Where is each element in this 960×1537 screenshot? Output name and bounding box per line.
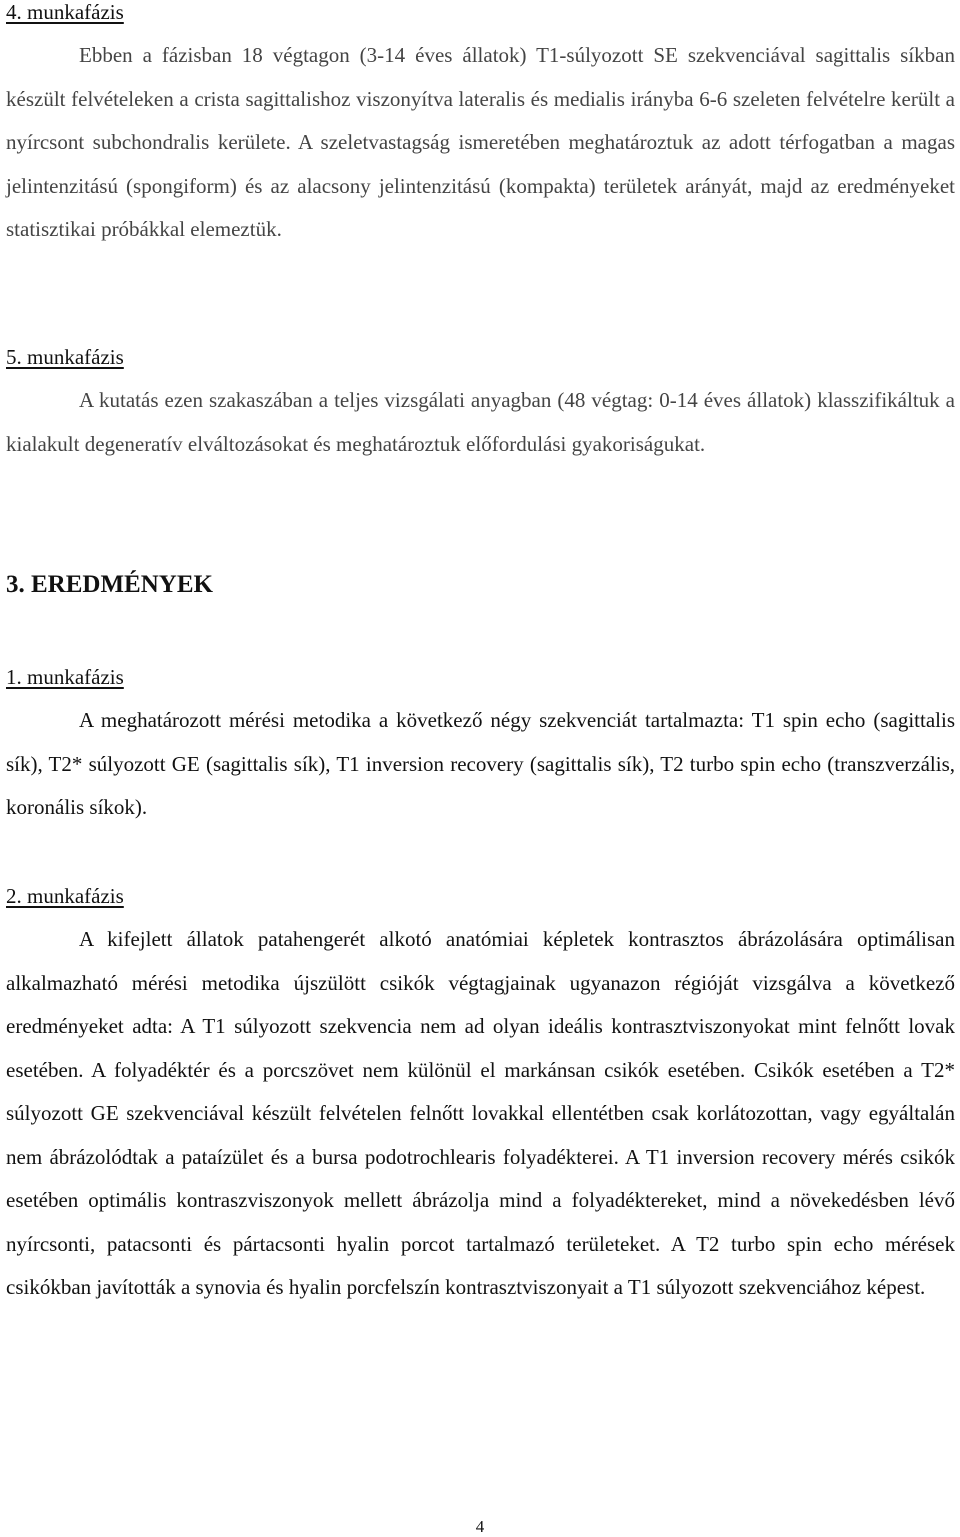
section-heading: 5. munkafázis bbox=[6, 345, 124, 369]
section-heading: 1. munkafázis bbox=[6, 665, 124, 689]
results-title: 3. EREDMÉNYEK bbox=[6, 571, 213, 598]
section-paragraph: Ebben a fázisban 18 végtagon (3-14 éves állatok) T1-súlyozott SE szekvenciával sagittalis síkban készült felvételeken a crista sagittalishoz viszonyítva lateralis és medialis irányba 6-6 szeleten felvételre került a nyírcsont subchondralis kerülete. A szeletvastagság ismeretében meghatároztuk az adott térfogatban a magas jelintenzitású (spongiform) és az alacsony jelintenzitású (kompakta) területek arányát, majd az eredményeket statisztikai próbákkal elemeztük. bbox=[6, 43, 955, 241]
results-phase-1 bbox=[6, 665, 955, 830]
page-number: 4 bbox=[475, 1517, 485, 1536]
section-paragraph: A kifejlett állatok patahengerét alkotó anatómiai képletek kontrasztos ábrázolására optimálisan alkalmazható mérési metodika újszülött csikók végtagjainak ugyanazon régióját vizsgálva a következő eredményeket adta: A T1 súlyozott szekvencia nem ad olyan ideális kontrasztviszonyokat mint felnőtt lovak esetében. A folyadéktér és a porcszövet nem különül el markánsan csikók esetében. Csikók esetében a T2* súlyozott GE szekvenciával készült felvételen felnőtt lovakkal ellentétben csak korlátozottan, vagy egyáltalán nem ábrázolódtak a pataízület és a bursa podotrochlearis folyadékterei. A T1 inversion recovery mérés csikók esetében optimális kontraszviszonyok mellett ábrázolja mind a folyadéktereket, mind a növekedésben lévő nyírcsonti, patacsonti és pártacsonti hyalin porcot tartalmazó területeket. A T2 turbo spin echo mérések csikókban javították a synovia és hyalin porcfelszín kontrasztviszonyait a T1 súlyozott szekvenciához képest. bbox=[6, 927, 955, 1299]
section-4 bbox=[6, 0, 955, 252]
section-paragraph: A kutatás ezen szakaszában a teljes vizsgálati anyagban (48 végtag: 0-14 éves állatok) klasszifikáltuk a kialakult degeneratív elváltozásokat és meghatároztuk előfordulási gyakoriságukat. bbox=[6, 388, 955, 456]
results-phase-2 bbox=[6, 884, 955, 1310]
section-5 bbox=[6, 345, 955, 466]
section-heading: 2. munkafázis bbox=[6, 884, 124, 908]
section-heading: 4. munkafázis bbox=[6, 0, 124, 24]
section-paragraph: A meghatározott mérési metodika a következő négy szekvenciát tartalmazta: T1 spin echo (sagittalis sík), T2* súlyozott GE (sagittalis sík), T1 inversion recovery (sagittalis sík), T2 turbo spin echo (transzverzális, koronális síkok). bbox=[6, 708, 955, 819]
